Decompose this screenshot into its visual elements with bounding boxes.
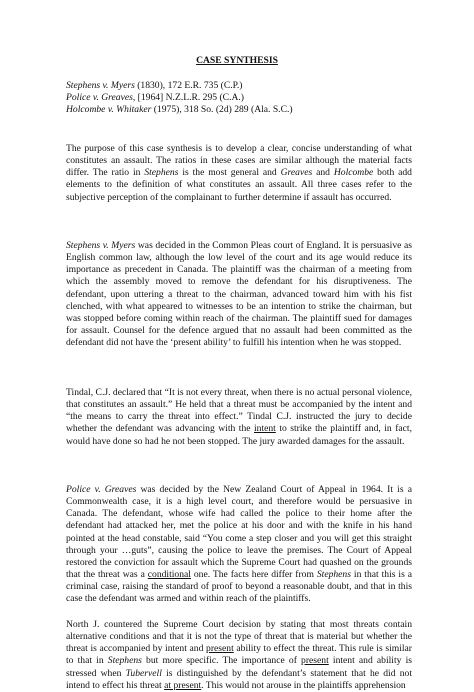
citation-greaves [66, 92, 416, 104]
text-run: North J. countered the Supreme Court decision by stating that most threats contain alternative conditions and that it is not the type of threat that is material but whether the threat is accompanied by intent and [66, 619, 412, 655]
paragraph-greaves-facts [66, 484, 412, 606]
text-run: . This would not arouse in the plaintiffs apprehension [201, 679, 406, 691]
underlined-term: present [301, 655, 329, 667]
text-run: ability to effect the threat. This rule is similar to that in [66, 643, 412, 667]
case-name: Tubervell [125, 667, 162, 679]
case-name: Stephens v. Myers [66, 80, 135, 91]
case-name: Police v. Greaves [66, 92, 133, 104]
text-run: in that this is a criminal case, raising the standard of proof to beyond a reasonable doubt, and that in this case the defendant was armed and within reach of the plaintiffs. [66, 569, 412, 605]
document-title: CASE SYNTHESIS [196, 55, 278, 66]
case-name: Stephens [107, 655, 142, 667]
citation-holcombe [66, 104, 416, 116]
text-run: one. The facts here differ from [190, 569, 317, 581]
text-run: to strike the plaintiff and, in fact, would have done so had he not been stopped. The jury awarded damages for the assault. [66, 423, 412, 447]
case-name: Stephens v. Myers [66, 240, 136, 251]
case-citations [66, 80, 416, 116]
text-run: is the most general and [178, 167, 281, 179]
text-run: was decided by the New Zealand Court of Appeal in 1964. It is a Commonwealth case, it is a high level court, and therefore would be persuasive in Canada. The defendant, whose wife had called the police to their home after the defendant had attacked her, met the police at his door and with the knife in his hand pointed at the head constable, said “You come a step closer and you will get this straight through your …guts”, causing the police to leave the premises. The Court of Appeal restored the conviction for assault which the Supreme Court had quashed on the grounds that the threat was a [66, 484, 412, 581]
case-name: Holcombe v. Whitaker [66, 104, 152, 116]
case-name: Greaves [280, 167, 313, 179]
case-name: Police v. Greaves [66, 484, 137, 495]
underlined-term: at present [164, 679, 202, 691]
text-run: but more specific. The importance of [141, 655, 302, 667]
text-run: both add elements to the definition of what constitutes an assault. All three cases refer to the subjective perception of the complainant to further determine if assault has occurred. [66, 167, 412, 203]
case-reference: (1975), 318 So. (2d) 289 (Ala. S.C.) [151, 104, 293, 116]
case-name: Holcombe [333, 167, 374, 179]
case-reference: (1830), 172 E.R. 735 (C.P.) [134, 80, 243, 91]
underlined-term: conditional [147, 569, 191, 581]
text-run: and [312, 167, 334, 179]
case-reference: , [1964] N.Z.L.R. 295 (C.A.) [132, 92, 244, 104]
paragraph-stephens-ruling [66, 387, 412, 448]
citation-stephens [66, 80, 416, 92]
text-run: Tindal, C.J. declared that “It is not every threat, when there is no actual personal violence, that constitutes an assault.” He held that a threat must be accompanied by the intent and “the means to carry the threat into effect.” Tindal C.J. instructed the jury to decide whether the defendant was advancing with the [66, 387, 412, 435]
underlined-term: intent [253, 423, 276, 435]
text-run: intent and ability is stressed when [66, 655, 412, 679]
text-run: The purpose of this case synthesis is to develop a clear, concise understanding of what constitutes an assault. The ratios in these cases are similar although the material facts differ. The ratio in [66, 143, 412, 179]
case-name: Stephens [144, 167, 179, 179]
case-name: Stephens [316, 569, 351, 581]
paragraph-stephens-facts [66, 240, 412, 349]
underlined-term: present [206, 643, 234, 655]
text-run: is distinguished by the defendant’s statement that he did not intend to effect his threat [66, 667, 413, 691]
text-run: was decided in the Common Pleas court of England. It is persuasive as English common law, although the low level of the court and its age would reduce its importance as precedent in Canada. The plaintiff was the chairman of a meeting from which the assembly moved to remove the defendant for his disruptiveness. The defendant, upon uttering a threat to the chairman, advanced toward him with his fist clenched, with what appeared to witnesses to be an intention to strike the chairman, but was stopped before coming within reach of the chairman. The plaintiff sued for damages for assault. Counsel for the defence argued that no assault had been committed as the defendant did not have the ‘present ability’ to fulfill his intention when he was stopped. [66, 240, 412, 349]
paragraph-greaves-ruling [66, 619, 412, 692]
paragraph-purpose [66, 143, 412, 204]
